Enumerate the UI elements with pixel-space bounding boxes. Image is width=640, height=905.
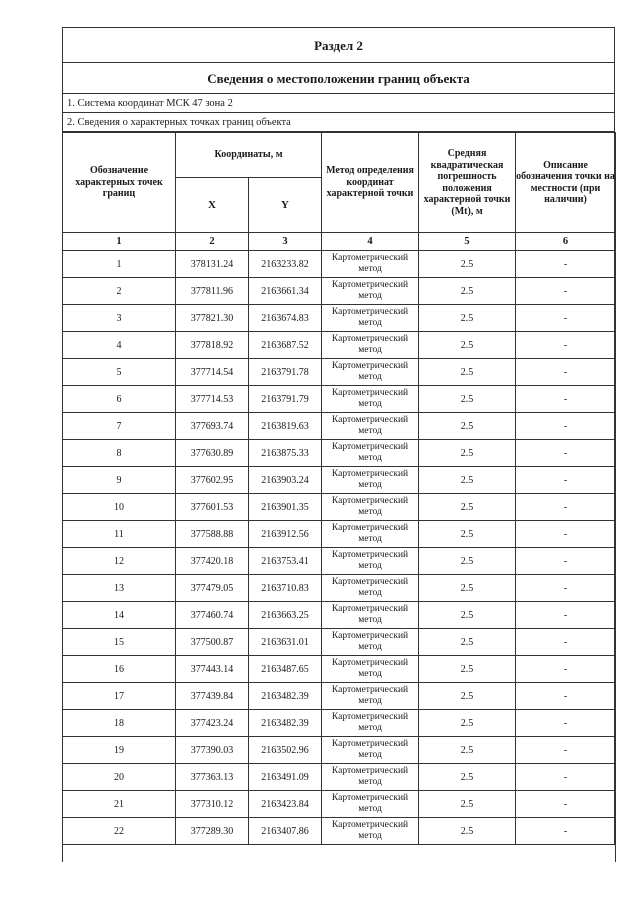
table-row — [63, 251, 616, 278]
table-footer-row — [63, 845, 616, 862]
y-coordinate-cell: 2163912.56 — [249, 521, 322, 548]
point-number-cell: 21 — [63, 791, 176, 818]
header-y: Y — [249, 178, 322, 233]
y-coordinate-cell: 2163663.25 — [249, 602, 322, 629]
method-cell: Картометрический метод — [322, 278, 419, 305]
point-number-cell: 11 — [63, 521, 176, 548]
method-cell: Картометрический метод — [322, 575, 419, 602]
description-cell: - — [516, 656, 616, 683]
x-coordinate-cell: 377601.53 — [176, 494, 249, 521]
x-coordinate-cell: 378131.24 — [176, 251, 249, 278]
header-method: Метод определения координат характерной точки — [322, 133, 419, 233]
y-coordinate-cell: 2163791.79 — [249, 386, 322, 413]
error-cell: 2.5 — [419, 710, 516, 737]
table-row — [63, 656, 616, 683]
method-cell: Картометрический метод — [322, 386, 419, 413]
x-coordinate-cell: 377423.24 — [176, 710, 249, 737]
y-coordinate-cell: 2163407.86 — [249, 818, 322, 845]
y-coordinate-cell: 2163661.34 — [249, 278, 322, 305]
x-coordinate-cell: 377460.74 — [176, 602, 249, 629]
y-coordinate-cell: 2163491.09 — [249, 764, 322, 791]
x-coordinate-cell: 377289.30 — [176, 818, 249, 845]
x-coordinate-cell: 377602.95 — [176, 467, 249, 494]
table-row — [63, 629, 616, 656]
table-row — [63, 710, 616, 737]
y-coordinate-cell: 2163687.52 — [249, 332, 322, 359]
description-cell: - — [516, 683, 616, 710]
point-number-cell: 7 — [63, 413, 176, 440]
y-coordinate-cell: 2163482.39 — [249, 710, 322, 737]
point-number-cell: 2 — [63, 278, 176, 305]
description-cell: - — [516, 818, 616, 845]
point-number-cell: 5 — [63, 359, 176, 386]
table-row — [63, 305, 616, 332]
point-number-cell: 13 — [63, 575, 176, 602]
point-number-cell: 16 — [63, 656, 176, 683]
point-number-cell: 18 — [63, 710, 176, 737]
description-cell: - — [516, 386, 616, 413]
method-cell: Картометрический метод — [322, 764, 419, 791]
error-cell: 2.5 — [419, 251, 516, 278]
y-coordinate-cell: 2163710.83 — [249, 575, 322, 602]
error-cell: 2.5 — [419, 575, 516, 602]
coordinate-system-line: 1. Система координат МСК 47 зона 2 — [63, 94, 614, 113]
header-description: Описание обозначения точки на местности (при наличии) — [516, 133, 616, 233]
table-row — [63, 602, 616, 629]
table-row — [63, 467, 616, 494]
x-coordinate-cell: 377500.87 — [176, 629, 249, 656]
point-number-cell: 22 — [63, 818, 176, 845]
x-coordinate-cell: 377439.84 — [176, 683, 249, 710]
description-cell: - — [516, 629, 616, 656]
method-cell: Картометрический метод — [322, 413, 419, 440]
description-cell: - — [516, 602, 616, 629]
y-coordinate-cell: 2163674.83 — [249, 305, 322, 332]
description-cell: - — [516, 494, 616, 521]
table-row — [63, 440, 616, 467]
error-cell: 2.5 — [419, 467, 516, 494]
error-cell: 2.5 — [419, 602, 516, 629]
table-row — [63, 548, 616, 575]
point-number-cell: 15 — [63, 629, 176, 656]
x-coordinate-cell: 377714.53 — [176, 386, 249, 413]
point-number-cell: 10 — [63, 494, 176, 521]
header-designation: Обозначение характерных точек границ — [63, 133, 176, 233]
x-coordinate-cell: 377811.96 — [176, 278, 249, 305]
description-cell: - — [516, 764, 616, 791]
description-cell: - — [516, 737, 616, 764]
method-cell: Картометрический метод — [322, 305, 419, 332]
method-cell: Картометрический метод — [322, 710, 419, 737]
description-cell: - — [516, 467, 616, 494]
boundary-points-table — [62, 132, 616, 862]
y-coordinate-cell: 2163502.96 — [249, 737, 322, 764]
method-cell: Картометрический метод — [322, 521, 419, 548]
error-cell: 2.5 — [419, 764, 516, 791]
method-cell: Картометрический метод — [322, 683, 419, 710]
x-coordinate-cell: 377310.12 — [176, 791, 249, 818]
error-cell: 2.5 — [419, 683, 516, 710]
error-cell: 2.5 — [419, 278, 516, 305]
document-subtitle: Сведения о местоположении границ объекта — [63, 63, 614, 94]
table-row — [63, 764, 616, 791]
y-coordinate-cell: 2163482.39 — [249, 683, 322, 710]
y-coordinate-cell: 2163423.84 — [249, 791, 322, 818]
point-number-cell: 8 — [63, 440, 176, 467]
method-cell: Картометрический метод — [322, 602, 419, 629]
x-coordinate-cell: 377363.13 — [176, 764, 249, 791]
point-number-cell: 6 — [63, 386, 176, 413]
footer-cell — [63, 845, 616, 862]
description-cell: - — [516, 440, 616, 467]
table-row — [63, 386, 616, 413]
point-number-cell: 1 — [63, 251, 176, 278]
column-number: 2 — [176, 233, 249, 251]
header-coordinates: Координаты, м — [176, 133, 322, 178]
description-cell: - — [516, 791, 616, 818]
column-number: 3 — [249, 233, 322, 251]
method-cell: Картометрический метод — [322, 548, 419, 575]
method-cell: Картометрический метод — [322, 467, 419, 494]
table-row — [63, 818, 616, 845]
y-coordinate-cell: 2163819.63 — [249, 413, 322, 440]
table-row — [63, 521, 616, 548]
error-cell: 2.5 — [419, 332, 516, 359]
point-number-cell: 4 — [63, 332, 176, 359]
column-number: 1 — [63, 233, 176, 251]
header-x: X — [176, 178, 249, 233]
table-row — [63, 737, 616, 764]
error-cell: 2.5 — [419, 791, 516, 818]
y-coordinate-cell: 2163631.01 — [249, 629, 322, 656]
description-cell: - — [516, 521, 616, 548]
point-number-cell: 3 — [63, 305, 176, 332]
method-cell: Картометрический метод — [322, 818, 419, 845]
y-coordinate-cell: 2163487.65 — [249, 656, 322, 683]
error-cell: 2.5 — [419, 548, 516, 575]
table-row — [63, 413, 616, 440]
error-cell: 2.5 — [419, 818, 516, 845]
description-cell: - — [516, 278, 616, 305]
method-cell: Картометрический метод — [322, 332, 419, 359]
method-cell: Картометрический метод — [322, 737, 419, 764]
method-cell: Картометрический метод — [322, 656, 419, 683]
description-cell: - — [516, 332, 616, 359]
table-row — [63, 278, 616, 305]
description-cell: - — [516, 575, 616, 602]
section-title: Раздел 2 — [63, 28, 614, 63]
header-error: Средняя квадратическая погрешность положения характерной точки (Mt), м — [419, 133, 516, 233]
column-numbers-row — [63, 233, 616, 251]
point-number-cell: 14 — [63, 602, 176, 629]
y-coordinate-cell: 2163233.82 — [249, 251, 322, 278]
x-coordinate-cell: 377420.18 — [176, 548, 249, 575]
error-cell: 2.5 — [419, 305, 516, 332]
method-cell: Картометрический метод — [322, 440, 419, 467]
y-coordinate-cell: 2163875.33 — [249, 440, 322, 467]
x-coordinate-cell: 377588.88 — [176, 521, 249, 548]
method-cell: Картометрический метод — [322, 359, 419, 386]
point-number-cell: 20 — [63, 764, 176, 791]
point-number-cell: 17 — [63, 683, 176, 710]
description-cell: - — [516, 359, 616, 386]
description-cell: - — [516, 548, 616, 575]
error-cell: 2.5 — [419, 413, 516, 440]
method-cell: Картометрический метод — [322, 494, 419, 521]
error-cell: 2.5 — [419, 494, 516, 521]
method-cell: Картометрический метод — [322, 251, 419, 278]
y-coordinate-cell: 2163791.78 — [249, 359, 322, 386]
column-number: 6 — [516, 233, 616, 251]
table-row — [63, 332, 616, 359]
x-coordinate-cell: 377630.89 — [176, 440, 249, 467]
error-cell: 2.5 — [419, 737, 516, 764]
y-coordinate-cell: 2163901.35 — [249, 494, 322, 521]
x-coordinate-cell: 377693.74 — [176, 413, 249, 440]
table-row — [63, 494, 616, 521]
error-cell: 2.5 — [419, 521, 516, 548]
error-cell: 2.5 — [419, 386, 516, 413]
description-cell: - — [516, 710, 616, 737]
method-cell: Картометрический метод — [322, 791, 419, 818]
x-coordinate-cell: 377818.92 — [176, 332, 249, 359]
column-number: 5 — [419, 233, 516, 251]
x-coordinate-cell: 377714.54 — [176, 359, 249, 386]
table-row — [63, 791, 616, 818]
y-coordinate-cell: 2163903.24 — [249, 467, 322, 494]
description-cell: - — [516, 251, 616, 278]
point-number-cell: 9 — [63, 467, 176, 494]
table-row — [63, 575, 616, 602]
point-number-cell: 19 — [63, 737, 176, 764]
column-number: 4 — [322, 233, 419, 251]
x-coordinate-cell: 377390.03 — [176, 737, 249, 764]
table-row — [63, 683, 616, 710]
x-coordinate-cell: 377443.14 — [176, 656, 249, 683]
point-number-cell: 12 — [63, 548, 176, 575]
error-cell: 2.5 — [419, 629, 516, 656]
method-cell: Картометрический метод — [322, 629, 419, 656]
x-coordinate-cell: 377821.30 — [176, 305, 249, 332]
error-cell: 2.5 — [419, 656, 516, 683]
error-cell: 2.5 — [419, 359, 516, 386]
table-row — [63, 359, 616, 386]
description-cell: - — [516, 305, 616, 332]
error-cell: 2.5 — [419, 440, 516, 467]
document-sheet — [62, 27, 615, 845]
points-heading-line: 2. Сведения о характерных точках границ объекта — [63, 113, 614, 132]
x-coordinate-cell: 377479.05 — [176, 575, 249, 602]
y-coordinate-cell: 2163753.41 — [249, 548, 322, 575]
description-cell: - — [516, 413, 616, 440]
